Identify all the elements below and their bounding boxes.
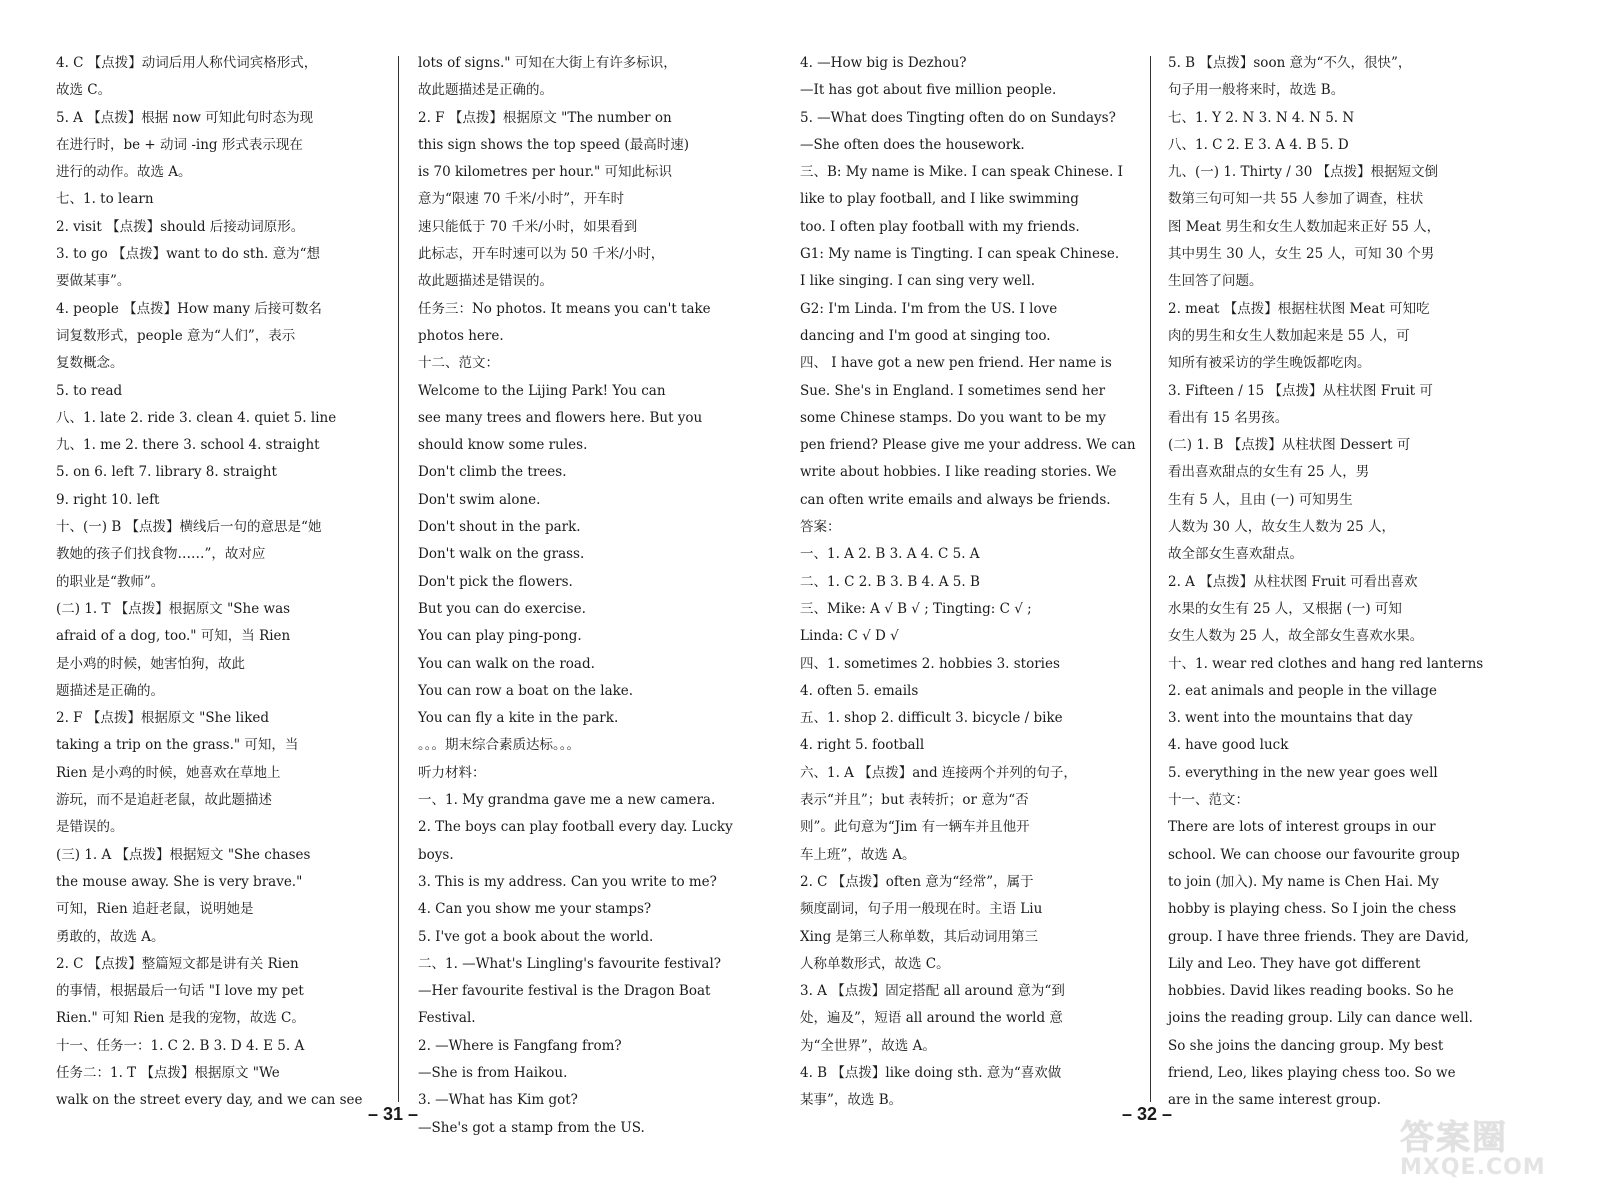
column-1	[56, 50, 388, 1115]
text-line: 十二、范文：	[418, 355, 499, 372]
text-line: Lily and Leo. They have got different	[1168, 955, 1421, 972]
text-line: 4. Can you show me your stamps?	[418, 901, 652, 918]
text-line: some Chinese stamps. Do you want to be my	[800, 409, 1106, 426]
text-line: 4. have good luck	[1168, 737, 1289, 754]
text-line: can often write emails and always be friends.	[800, 491, 1111, 508]
text-line: But you can do exercise.	[418, 600, 586, 617]
text-line: 3. This is my address. Can you write to me?	[418, 873, 717, 890]
text-line: 2. —Where is Fangfang from?	[418, 1037, 622, 1054]
text-line: 生有 5 人，且由 (一) 可知男生	[1168, 491, 1353, 508]
text-line: 八、1. C 2. E 3. A 4. B 5. D	[1168, 136, 1349, 153]
text-line: (二) 1. T 【点拨】根据原文 "She was	[56, 600, 291, 617]
text-line: 勇敢的，故选 A。	[56, 928, 165, 945]
text-line: —She's got a stamp from the US.	[418, 1119, 645, 1136]
text-line: —She often does the housework.	[800, 136, 1025, 153]
text-line: 三、Mike: A √ B √ ; Tingting: C √ ;	[800, 600, 1032, 617]
text-line: 任务二：1. T 【点拨】根据原文 "We	[56, 1064, 280, 1081]
text-line: There are lots of interest groups in our	[1168, 819, 1436, 836]
text-line: walk on the street every day, and we can see	[56, 1092, 363, 1109]
text-line: lots of signs." 可知在大街上有许多标识，	[418, 55, 677, 71]
watermark-title: 答案圈	[1400, 1118, 1508, 1158]
text-line: You can row a boat on the lake.	[418, 682, 634, 699]
text-line: 频度副词，句子用一般现在时。主语 Liu	[800, 901, 1043, 918]
text-line: —Her favourite festival is the Dragon Boat	[418, 983, 711, 1000]
text-line: 速只能低于 70 千米/小时，如果看到	[418, 218, 638, 235]
text-line: 八、1. late 2. ride 3. clean 4. quiet 5. line	[56, 409, 337, 426]
text-line: 一、1. My grandma gave me a new camera.	[418, 792, 716, 809]
text-line: pen friend? Please give me your address. We can	[800, 437, 1136, 454]
text-line: 5. B 【点拨】soon 意为“不久，很快”，	[1168, 55, 1412, 71]
text-line: 题描述是正确的。	[56, 682, 164, 699]
text-line: Xing 是第三人称单数，其后动词用第三	[800, 928, 1039, 945]
text-line: 4. people 【点拨】How many 后接可数名	[56, 300, 322, 317]
text-line: 故此题描述是正确的。	[418, 82, 553, 99]
text-line: 处，遍及”，短语 all around the world 意	[800, 1010, 1063, 1027]
text-line: group. I have three friends. They are David,	[1168, 928, 1470, 945]
text-line: 三、B: My name is Mike. I can speak Chinese. I	[800, 164, 1123, 181]
text-line: hobbies. David likes reading books. So he	[1168, 983, 1454, 1000]
text-line: 为“全世界”，故选 A。	[800, 1037, 936, 1054]
text-line: 5. —What does Tingting often do on Sundays?	[800, 109, 1116, 126]
text-line: 故全部女生喜欢甜点。	[1168, 546, 1303, 563]
column-3	[800, 50, 1140, 1115]
text-line: Don't pick the flowers.	[418, 573, 573, 590]
text-line: 是错误的。	[56, 819, 124, 836]
text-line: You can walk on the road.	[418, 655, 595, 672]
text-line: 3. —What has Kim got?	[418, 1092, 578, 1109]
text-line: 水果的女生有 25 人，又根据 (一) 可知	[1168, 600, 1402, 617]
page-number-left: – 31 –	[368, 1104, 419, 1124]
text-line: 某事”，故选 B。	[800, 1092, 903, 1109]
text-line: 4. —How big is Dezhou?	[800, 55, 967, 71]
page-number-right: – 32 –	[1122, 1104, 1173, 1124]
text-line: 意为“限速 70 千米/小时”，开车时	[418, 191, 625, 208]
text-line: 4. C 【点拨】动词后用人称代词宾格形式，	[56, 55, 318, 71]
text-line: 2. visit 【点拨】should 后接动词原形。	[56, 218, 305, 235]
text-line: 十、(一) B 【点拨】横线后一句的意思是“她	[56, 519, 322, 536]
watermark-url: MXQE.COM	[1400, 1155, 1546, 1180]
text-line: should know some rules.	[418, 437, 588, 454]
text-line: Don't shout in the park.	[418, 519, 581, 536]
text-line: this sign shows the top speed (最高时速)	[418, 136, 689, 153]
text-line: 要做某事”。	[56, 273, 131, 290]
text-line: 4. B 【点拨】like doing sth. 意为“喜欢做	[800, 1064, 1062, 1081]
text-line: 知所有被采访的学生晚饭都吃肉。	[1168, 355, 1371, 372]
text-line: 进行的动作。故选 A。	[56, 164, 192, 181]
text-line: are in the same interest group.	[1168, 1092, 1381, 1109]
text-line: 游玩，而不是追赶老鼠，故此题描述	[56, 792, 272, 809]
text-line: photos here.	[418, 327, 504, 344]
text-line: friend, Leo, likes playing chess too. So we	[1168, 1064, 1456, 1081]
text-line: taking a trip on the grass." 可知，当	[56, 737, 299, 754]
text-line: 5. everything in the new year goes well	[1168, 764, 1438, 781]
text-line: Welcome to the Lijing Park! You can	[418, 382, 666, 399]
text-line: —She is from Haikou.	[418, 1064, 568, 1081]
text-line: So she joins the dancing group. My best	[1168, 1037, 1444, 1054]
text-line: (二) 1. B 【点拨】从柱状图 Dessert 可	[1168, 437, 1411, 454]
text-line: see many trees and flowers here. But you	[418, 409, 703, 426]
text-line: 4. often 5. emails	[800, 682, 919, 699]
text-line: 则”。此句意为“Jim 有一辆车并且他开	[800, 819, 1030, 836]
text-line: write about hobbies. I like reading stories. We	[800, 464, 1117, 481]
text-line: dancing and I'm good at singing too.	[800, 327, 1051, 344]
text-line: 2. A 【点拨】从柱状图 Fruit 可看出喜欢	[1168, 573, 1418, 590]
watermark-logo	[1400, 1110, 1580, 1190]
text-line: 3. went into the mountains that day	[1168, 710, 1413, 727]
text-line: 肉的男生和女生人数加起来是 55 人，可	[1168, 327, 1410, 344]
text-line: 3. A 【点拨】固定搭配 all around 意为“到	[800, 983, 1065, 1000]
text-line: 表示“并且”；but 表转折；or 意为“否	[800, 792, 1029, 809]
text-line: 的职业是“教师”。	[56, 573, 165, 590]
text-line: 十、1. wear red clothes and hang red lanterns	[1168, 655, 1484, 672]
text-line: 3. to go 【点拨】want to do sth. 意为“想	[56, 246, 321, 263]
text-line: 教她的孩子们找食物……”，故对应	[56, 546, 266, 563]
text-line: 人数为 30 人，故女生人数为 25 人，	[1168, 519, 1396, 536]
text-line: 此标志，开车时速可以为 50 千米/小时，	[418, 246, 665, 263]
text-line: 听力材料：	[418, 764, 486, 781]
text-line: Don't walk on the grass.	[418, 546, 585, 563]
text-line: 图 Meat 男生和女生人数加起来正好 55 人，	[1168, 218, 1441, 235]
text-line: 2. F 【点拨】根据原文 "The number on	[418, 109, 672, 126]
text-line: 六、1. A 【点拨】and 连接两个并列的句子，	[800, 764, 1077, 781]
text-line: 看出有 15 名男孩。	[1168, 409, 1289, 426]
text-line: 5. to read	[56, 382, 123, 399]
text-line: 七、1. to learn	[56, 191, 154, 208]
column-2	[418, 50, 758, 1142]
text-line: Don't swim alone.	[418, 491, 541, 508]
text-line: 故选 C。	[56, 82, 112, 99]
text-line: 词复数形式，people 意为“人们”，表示	[56, 327, 296, 344]
text-line: 2. C 【点拨】often 意为“经常”，属于	[800, 873, 1034, 890]
column-divider-left	[398, 56, 399, 1102]
text-line: boys.	[418, 846, 454, 863]
text-line: 2. meat 【点拨】根据柱状图 Meat 可知吃	[1168, 300, 1430, 317]
text-line: 句子用一般将来时，故选 B。	[1168, 82, 1345, 99]
text-line: Sue. She's in England. I sometimes send her	[800, 382, 1106, 399]
text-line: like to play football, and I like swimming	[800, 191, 1079, 208]
column-4	[1168, 50, 1532, 1115]
column-divider-right	[1150, 56, 1151, 1102]
text-line: too. I often play football with my friends.	[800, 218, 1080, 235]
text-line: You can fly a kite in the park.	[418, 710, 619, 727]
text-line: Rien." 可知 Rien 是我的宠物，故选 C。	[56, 1010, 305, 1027]
text-line: 9. right 10. left	[56, 491, 160, 508]
text-line: 四、 I have got a new pen friend. Her name is	[800, 355, 1112, 372]
text-line: the mouse away. She is very brave."	[56, 873, 303, 890]
text-line: 2. C 【点拨】整篇短文都是讲有关 Rien	[56, 955, 299, 972]
text-line: 4. right 5. football	[800, 737, 925, 754]
text-line: 的事情，根据最后一句话 "I love my pet	[56, 983, 304, 1000]
text-line: You can play ping-pong.	[418, 628, 582, 645]
text-line: 七、1. Y 2. N 3. N 4. N 5. N	[1168, 109, 1355, 126]
text-line: hobby is playing chess. So I join the chess	[1168, 901, 1457, 918]
text-line: 人称单数形式，故选 C。	[800, 955, 950, 972]
text-line: 十一、范文：	[1168, 792, 1249, 809]
text-line: 2. eat animals and people in the village	[1168, 682, 1438, 699]
text-line: 故此题描述是错误的。	[418, 273, 553, 290]
text-line: 其中男生 30 人，女生 25 人，可知 30 个男	[1168, 246, 1435, 263]
text-line: 3. Fifteen / 15 【点拨】从柱状图 Fruit 可	[1168, 382, 1433, 399]
text-line: 一、1. A 2. B 3. A 4. C 5. A	[800, 546, 980, 563]
text-line: joins the reading group. Lily can dance well.	[1168, 1010, 1473, 1027]
text-line: (三) 1. A 【点拨】根据短文 "She chases	[56, 846, 311, 863]
text-line: 在进行时，be + 动词 -ing 形式表示现在	[56, 136, 303, 153]
text-line: Linda: C √ D √	[800, 628, 899, 645]
text-line: 5. on 6. left 7. library 8. straight	[56, 464, 277, 481]
text-line: 女生人数为 25 人，故全部女生喜欢水果。	[1168, 628, 1424, 645]
text-line: Festival.	[418, 1010, 476, 1027]
text-line: 九、(一) 1. Thirty / 30 【点拨】根据短文倒	[1168, 164, 1439, 181]
text-line: 2. The boys can play football every day. Lucky	[418, 819, 733, 836]
text-line: 答案：	[800, 519, 841, 536]
text-line: 可知，Rien 追赶老鼠，说明她是	[56, 901, 254, 918]
text-line: 九、1. me 2. there 3. school 4. straight	[56, 437, 320, 454]
text-line: 生回答了问题。	[1168, 273, 1263, 290]
text-line: Don't climb the trees.	[418, 464, 567, 481]
text-line: 数第三句可知一共 55 人参加了调查，柱状	[1168, 191, 1424, 208]
text-line: 是小鸡的时候，她害怕狗，故此	[56, 655, 245, 672]
text-line: G1: My name is Tingting. I can speak Chinese.	[800, 246, 1120, 263]
text-line: 复数概念。	[56, 355, 124, 372]
text-line: 5. A 【点拨】根据 now 可知此句时态为现	[56, 109, 314, 126]
text-line: 5. I've got a book about the world.	[418, 928, 654, 945]
text-line: 车上班”，故选 A。	[800, 846, 916, 863]
text-line: 看出喜欢甜点的女生有 25 人，男	[1168, 464, 1370, 481]
text-line: school. We can choose our favourite group	[1168, 846, 1460, 863]
text-line: —It has got about five million people.	[800, 82, 1057, 99]
text-line: I like singing. I can sing very well.	[800, 273, 1036, 290]
text-line: 任务三：No photos. It means you can't take	[418, 300, 711, 317]
text-line: 二、1. C 2. B 3. B 4. A 5. B	[800, 573, 980, 590]
text-line: 2. F 【点拨】根据原文 "She liked	[56, 710, 270, 727]
text-line: G2: I'm Linda. I'm from the US. I love	[800, 300, 1058, 317]
text-line: 十一、任务一：1. C 2. B 3. D 4. E 5. A	[56, 1037, 305, 1054]
text-line: 五、1. shop 2. difficult 3. bicycle / bike	[800, 710, 1063, 727]
text-line: 。。。期末综合素质达标。。。	[418, 737, 580, 754]
text-line: to join (加入). My name is Chen Hai. My	[1168, 873, 1439, 890]
text-line: is 70 kilometres per hour." 可知此标识	[418, 164, 672, 181]
text-line: afraid of a dog, too." 可知，当 Rien	[56, 628, 291, 645]
text-line: 四、1. sometimes 2. hobbies 3. stories	[800, 655, 1060, 672]
text-line: 二、1. —What's Lingling's favourite festival?	[418, 955, 722, 972]
text-line: Rien 是小鸡的时候，她喜欢在草地上	[56, 764, 281, 781]
